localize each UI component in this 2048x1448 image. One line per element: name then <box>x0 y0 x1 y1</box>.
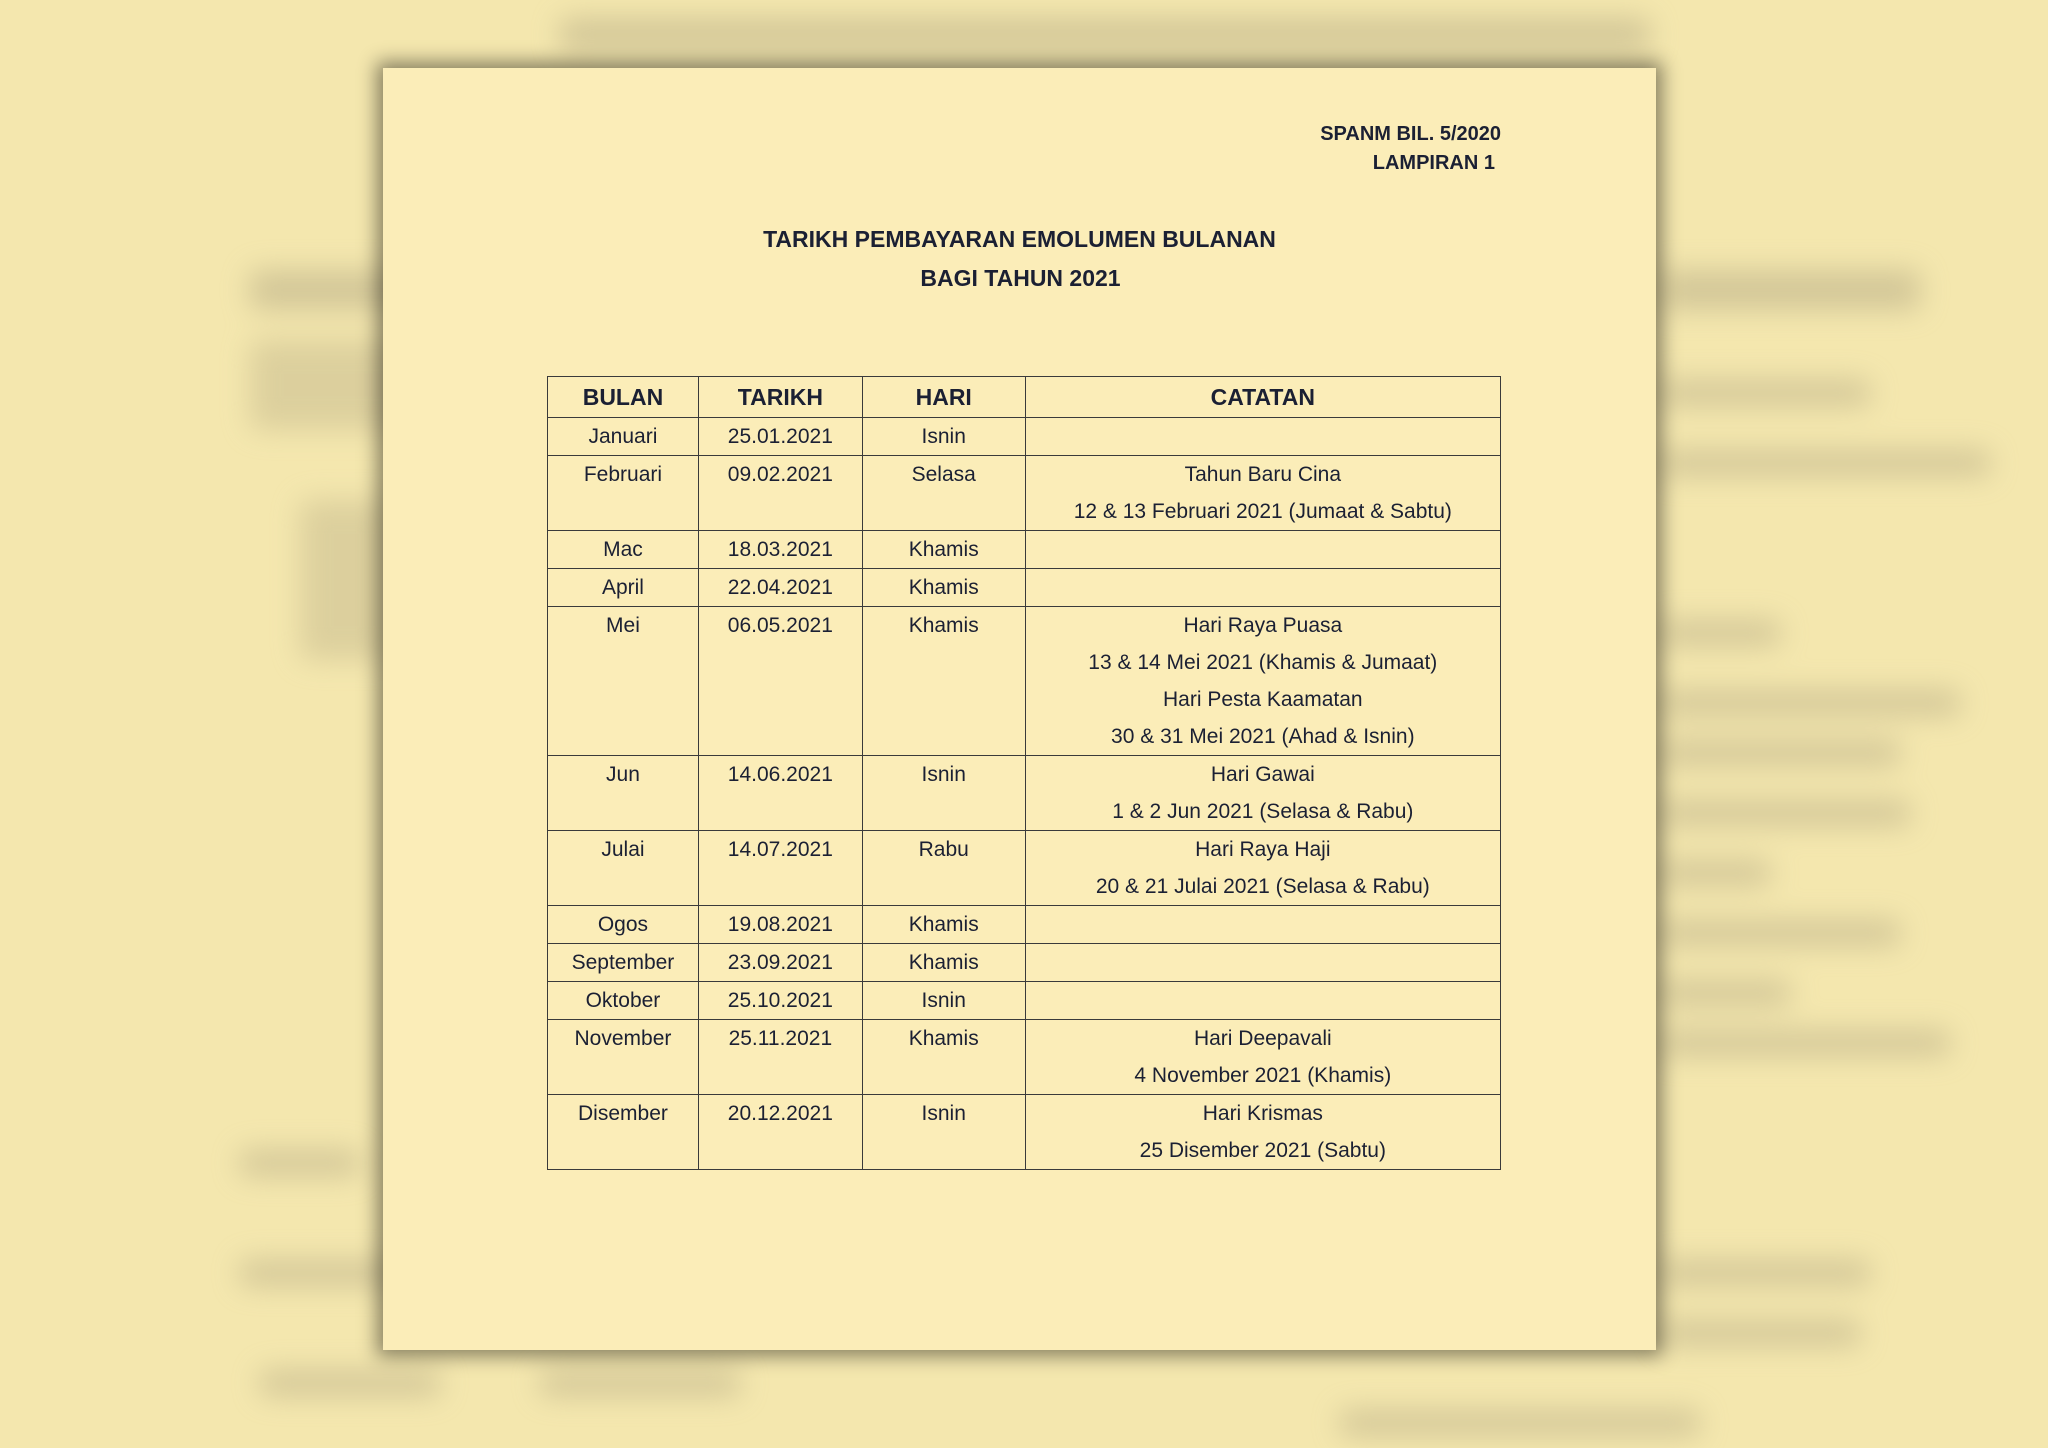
catatan-cell <box>1025 944 1500 982</box>
bulan-cell: Ogos <box>548 906 699 944</box>
catatan-line: 4 November 2021 (Khamis) <box>1134 1064 1392 1087</box>
table-body <box>548 418 1501 1170</box>
catatan-cell <box>1025 1095 1500 1170</box>
table-row <box>548 756 1501 831</box>
table-row <box>548 1095 1501 1170</box>
hari-cell: Khamis <box>862 531 1025 569</box>
catatan-cell <box>1025 607 1500 756</box>
tarikh-cell: 25.01.2021 <box>698 418 862 456</box>
catatan-line: Hari Pesta Kaamatan <box>1163 688 1363 711</box>
catatan-line: 25 Disember 2021 (Sabtu) <box>1139 1139 1386 1162</box>
header-catatan: CATATAN <box>1025 377 1500 418</box>
bulan-cell: Mac <box>548 531 699 569</box>
table-row <box>548 418 1501 456</box>
table-row <box>548 531 1501 569</box>
bulan-cell: Jun <box>548 756 699 831</box>
bulan-cell: April <box>548 569 699 607</box>
payment-date-table <box>547 376 1501 1170</box>
table-row <box>548 906 1501 944</box>
tarikh-cell: 25.11.2021 <box>698 1020 862 1095</box>
table-header-row <box>548 377 1501 418</box>
attachment-label: LAMPIRAN 1 <box>1372 152 1495 174</box>
document-page <box>383 68 1656 1350</box>
header-tarikh: TARIKH <box>698 377 862 418</box>
hari-cell: Khamis <box>862 1020 1025 1095</box>
catatan-line: Hari Raya Puasa <box>1183 614 1343 637</box>
catatan-line: 13 & 14 Mei 2021 (Khamis & Jumaat) <box>1088 651 1438 674</box>
header-bulan: BULAN <box>548 377 699 418</box>
bulan-cell: Julai <box>548 831 699 906</box>
catatan-line: 1 & 2 Jun 2021 (Selasa & Rabu) <box>1112 800 1414 823</box>
catatan-cell <box>1025 906 1500 944</box>
tarikh-cell: 14.06.2021 <box>698 756 862 831</box>
hari-cell: Isnin <box>862 1095 1025 1170</box>
catatan-line: Tahun Baru Cina <box>1184 463 1342 486</box>
tarikh-cell: 09.02.2021 <box>698 456 862 531</box>
table-row <box>548 607 1501 756</box>
catatan-cell <box>1025 531 1500 569</box>
title-line-2: BAGI TAHUN 2021 <box>920 265 1121 291</box>
catatan-line: Hari Deepavali <box>1193 1027 1332 1050</box>
hari-cell: Khamis <box>862 607 1025 756</box>
hari-cell: Isnin <box>862 418 1025 456</box>
catatan-cell <box>1025 569 1500 607</box>
tarikh-cell: 19.08.2021 <box>698 906 862 944</box>
catatan-cell <box>1025 831 1500 906</box>
tarikh-cell: 18.03.2021 <box>698 531 862 569</box>
catatan-line: Hari Krismas <box>1202 1102 1323 1125</box>
table-row <box>548 456 1501 531</box>
bulan-cell: Februari <box>548 456 699 531</box>
catatan-line: 20 & 21 Julai 2021 (Selasa & Rabu) <box>1095 875 1430 898</box>
reference-number: SPANM BIL. 5/2020 <box>1320 123 1501 145</box>
catatan-cell <box>1025 982 1500 1020</box>
hari-cell: Khamis <box>862 944 1025 982</box>
document-title <box>383 220 1656 298</box>
tarikh-cell: 22.04.2021 <box>698 569 862 607</box>
catatan-cell <box>1025 1020 1500 1095</box>
bulan-cell: November <box>548 1020 699 1095</box>
table-row <box>548 982 1501 1020</box>
catatan-line: Hari Gawai <box>1210 763 1315 786</box>
hari-cell: Khamis <box>862 906 1025 944</box>
hari-cell: Selasa <box>862 456 1025 531</box>
tarikh-cell: 06.05.2021 <box>698 607 862 756</box>
catatan-cell <box>1025 456 1500 531</box>
bulan-cell: Oktober <box>548 982 699 1020</box>
catatan-cell <box>1025 418 1500 456</box>
header-hari: HARI <box>862 377 1025 418</box>
hari-cell: Khamis <box>862 569 1025 607</box>
table-row <box>548 569 1501 607</box>
tarikh-cell: 14.07.2021 <box>698 831 862 906</box>
hari-cell: Isnin <box>862 982 1025 1020</box>
catatan-line: 30 & 31 Mei 2021 (Ahad & Isnin) <box>1111 725 1415 748</box>
catatan-line: Hari Raya Haji <box>1195 838 1331 861</box>
title-line-1: TARIKH PEMBAYARAN EMOLUMEN BULANAN <box>763 226 1276 252</box>
bulan-cell: Januari <box>548 418 699 456</box>
bulan-cell: Disember <box>548 1095 699 1170</box>
tarikh-cell: 20.12.2021 <box>698 1095 862 1170</box>
bulan-cell: Mei <box>548 607 699 756</box>
hari-cell: Rabu <box>862 831 1025 906</box>
tarikh-cell: 25.10.2021 <box>698 982 862 1020</box>
catatan-line: 12 & 13 Februari 2021 (Jumaat & Sabtu) <box>1073 500 1452 523</box>
hari-cell: Isnin <box>862 756 1025 831</box>
document-reference-block <box>1320 120 1501 178</box>
table-row <box>548 944 1501 982</box>
catatan-cell <box>1025 756 1500 831</box>
tarikh-cell: 23.09.2021 <box>698 944 862 982</box>
table-row <box>548 1020 1501 1095</box>
table-row <box>548 831 1501 906</box>
bulan-cell: September <box>548 944 699 982</box>
